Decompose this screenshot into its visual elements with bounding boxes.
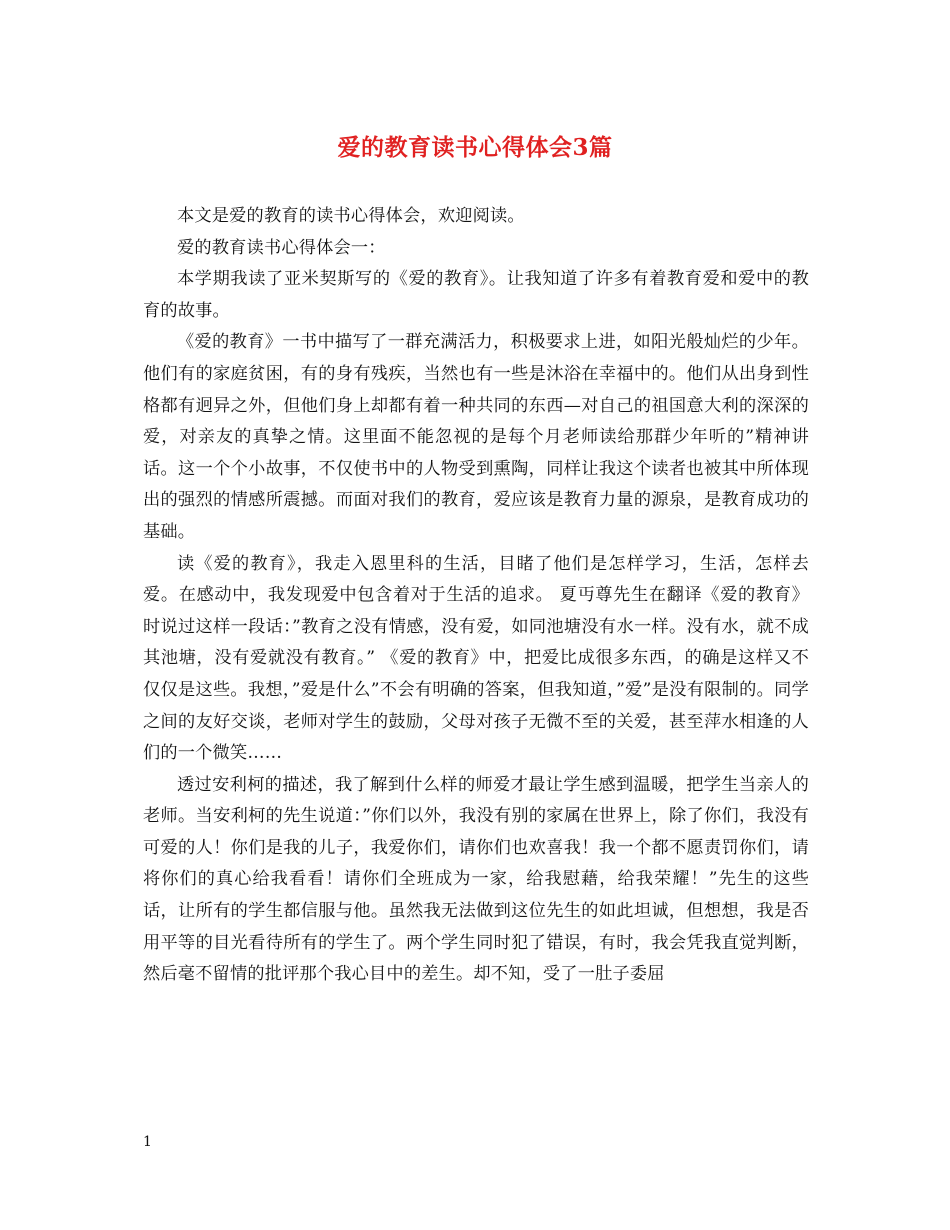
paragraph: 《爱的教育》一书中描写了一群充满活力，积极要求上进，如阳光般灿烂的少年。他们有的家庭贫困，有的身有残疾，当然也有一些是沐浴在幸福中的。他们从出身到性格都有迥异之外，但他们身上却都有着一种共同的东西—对自己的祖国意大利的深深的爱，对亲友的真挚之情。这里面不能忽视的是每个月老师读给那群少年听的”精神讲话。这一个个小故事，不仅使书中的人物受到熏陶，同样让我这个读者也被其中所体现出的强烈的情感所震撼。而面对我们的教育，爱应该是教育力量的源泉，是教育成功的基础。 [143,332,809,542]
paragraph-heading-one: 爱的教育读书心得体会一： [177,237,386,258]
paragraph: 透过安利柯的描述，我了解到什么样的师爱才最让学生感到温暖，把学生当亲人的老师。当安利柯的先生说道：”你们以外，我没有别的家属在世界上，除了你们，我没有可爱的人！你们是我的儿子，我爱你们，请你们也欢喜我！我一个都不愿责罚你们，请将你们的真心给我看看！请你们全班成为一家，给我慰藉，给我荣耀！”先生的这些话，让所有的学生都信服与他。虽然我无法做到这位先生的如此坦诚，但想想，我是否用平等的目光看待所有的学生了。两个学生同时犯了错误，有时，我会凭我直觉判断，然后毫不留情的批评那个我心目中的差生。却不知，受了一肚子委屈 [143,774,809,985]
document-body [143,201,809,991]
document-title: 爱的教育读书心得体会3篇 [337,134,613,161]
page-number: 1 [143,1134,152,1150]
paragraph-intro: 本文是爱的教育的读书心得体会，欢迎阅读。 [177,206,525,226]
paragraph: 本学期我读了亚米契斯写的《爱的教育》。让我知道了许多有着教育爱和爱中的教育的故事。 [143,269,809,321]
paragraph: 读《爱的教育》，我走入恩里科的生活，目睹了他们是怎样学习，生活，怎样去爱。在感动中，我发现爱中包含着对于生活的追求。 夏丏尊先生在翻译《爱的教育》时说过这样一段话：”教育之没有情感，没有爱，如同池塘没有水一样。没有水，就不成其池塘，没有爱就没有教育。” 《爱的教育》中，把爱比成很多东西，的确是这样又不仅仅是这些。我想，”爱是什么”不会有明确的答案，但我知道，”爱”是没有限制的。同学之间的友好交谈，老师对学生的鼓励，父母对孩子无微不至的关爱，甚至萍水相逢的人们的一个微笑…… [143,553,809,764]
